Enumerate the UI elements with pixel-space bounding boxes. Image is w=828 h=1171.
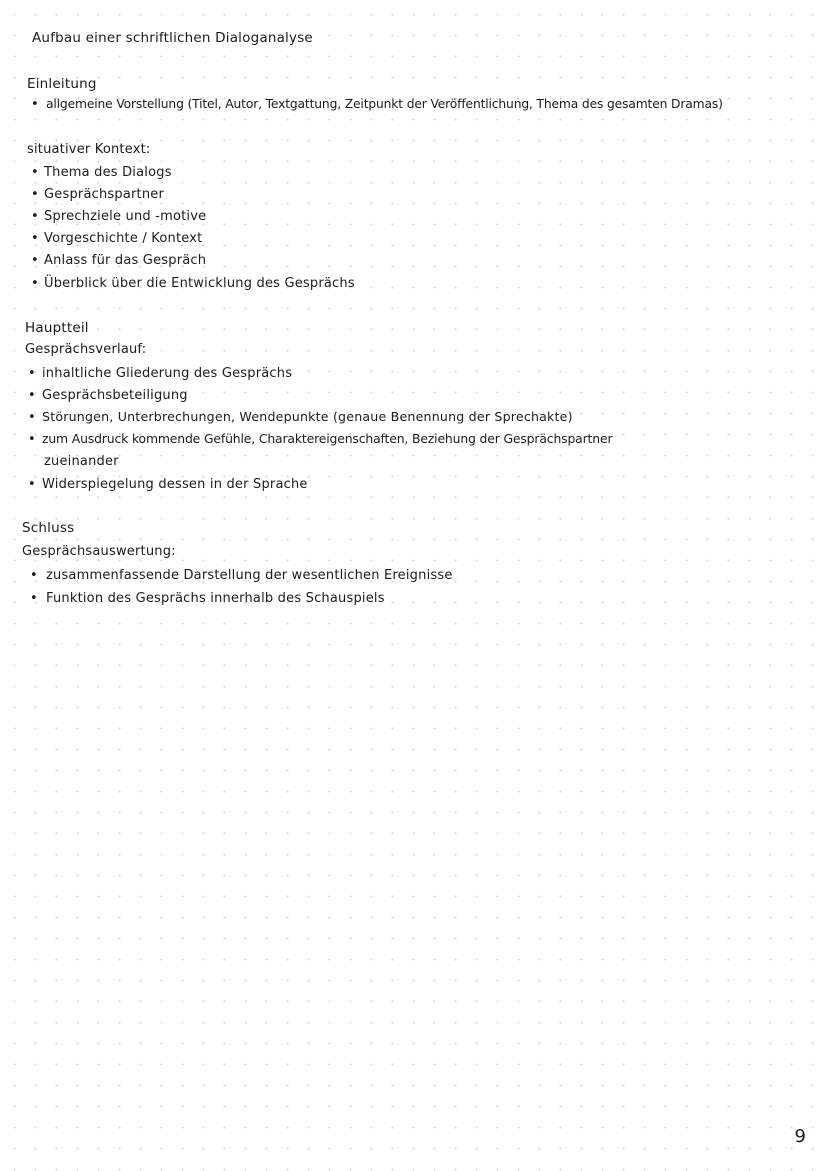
list-item-continuation: zueinander: [44, 454, 119, 469]
bullet-icon: •: [31, 231, 39, 246]
list-item: allgemeine Vorstellung (Titel, Autor, Textgattung, Zeitpunkt der Veröffentlichung, Thema des gesamten Dramas): [46, 97, 723, 111]
list-item: Sprechziele und -motive: [44, 209, 207, 224]
list-item: zusammenfassende Darstellung der wesentlichen Ereignisse: [46, 568, 453, 583]
list-item: Widerspiegelung dessen in der Sprache: [42, 477, 308, 492]
document-title: Aufbau einer schriftlichen Dialoganalyse: [32, 30, 313, 46]
bullet-icon: •: [31, 276, 39, 291]
list-item: Überblick über die Entwicklung des Gesprächs: [44, 276, 355, 291]
subheading-gespraechsauswertung: Gesprächsauswertung:: [22, 544, 176, 559]
list-item: Störungen, Unterbrechungen, Wendepunkte (genaue Benennung der Sprechakte): [42, 409, 573, 424]
bullet-icon: •: [31, 165, 39, 180]
bullet-icon: •: [31, 253, 39, 268]
bullet-icon: •: [28, 432, 36, 447]
subheading-gespraechsverlauf: Gesprächsverlauf:: [25, 342, 147, 357]
bullet-icon: •: [30, 568, 38, 583]
section-heading-hauptteil: Hauptteil: [25, 320, 89, 336]
list-item: Funktion des Gesprächs innerhalb des Schauspiels: [46, 591, 385, 606]
bullet-icon: •: [30, 591, 38, 606]
list-item: Gesprächsbeteiligung: [42, 388, 188, 403]
bullet-icon: •: [28, 366, 36, 381]
section-heading-schluss: Schluss: [22, 520, 75, 536]
bullet-icon: •: [31, 187, 39, 202]
list-item: Gesprächspartner: [44, 187, 165, 202]
page-number: 9: [794, 1126, 806, 1147]
bullet-icon: •: [31, 209, 39, 224]
list-item: inhaltliche Gliederung des Gesprächs: [42, 366, 293, 381]
list-item: Anlass für das Gespräch: [44, 253, 207, 268]
bullet-icon: •: [28, 477, 36, 492]
list-item: Vorgeschichte / Kontext: [44, 231, 203, 246]
bullet-icon: •: [28, 410, 36, 425]
bullet-icon: •: [28, 388, 36, 403]
list-item: zum Ausdruck kommende Gefühle, Charaktereigenschaften, Beziehung der Gesprächspartner: [42, 431, 613, 446]
list-item: Thema des Dialogs: [44, 165, 172, 180]
section-heading-einleitung: Einleitung: [27, 76, 97, 92]
subheading-situativer-kontext: situativer Kontext:: [27, 142, 151, 157]
bullet-icon: •: [31, 97, 39, 112]
